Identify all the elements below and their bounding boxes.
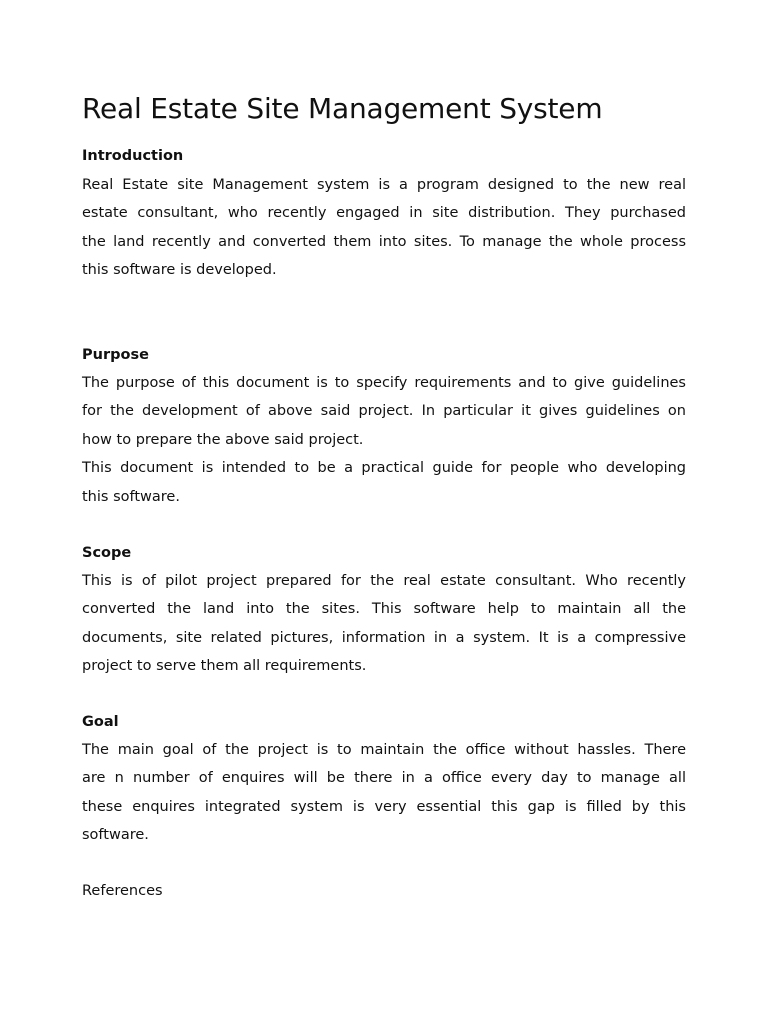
text-line: This document is intended to be a practical guide for people who developing (82, 460, 686, 477)
text-line: This is of pilot project prepared for the real estate consultant. Who recently (82, 573, 686, 589)
text-line: how to prepare the above said project. (82, 431, 364, 448)
section-body-purpose (82, 369, 686, 511)
text-line: software. (82, 827, 149, 844)
section-body-introduction (82, 171, 686, 285)
text-line: documents, site related pictures, information in a system. It is a compressive (82, 629, 686, 646)
text-line: the land recently and converted them into sites. To manage the whole process (82, 233, 686, 250)
text-line: converted the land into the sites. This software help to maintain all the (82, 601, 686, 618)
section-heading-purpose: Purpose (82, 347, 149, 363)
references-label: References (82, 883, 163, 899)
section-heading-scope: Scope (82, 545, 132, 561)
text-line: this software is developed. (82, 262, 277, 279)
text-line: estate consultant, who recently engaged in site distribution. They purchased (82, 205, 686, 222)
section-heading-introduction: Introduction (82, 148, 184, 164)
text-line: The main goal of the project is to maintain the office without hassles. There (82, 742, 686, 758)
text-line: The purpose of this document is to specify requirements and to give guidelines (82, 375, 686, 391)
section-heading-goal: Goal (82, 714, 119, 730)
text-line: this software. (82, 488, 180, 505)
text-line: for the development of above said project. In particular it gives guidelines on (82, 403, 686, 420)
text-line: are n number of enquires will be there in a office every day to manage all (82, 770, 686, 787)
text-line: these enquires integrated system is very essential this gap is filled by this (82, 798, 686, 815)
document-title: Real Estate Site Management System (82, 92, 603, 125)
text-line: Real Estate site Management system is a program designed to the new real (82, 177, 686, 193)
text-line: project to serve them all requirements. (82, 658, 367, 675)
section-body-scope (82, 567, 686, 681)
section-body-goal (82, 736, 686, 850)
